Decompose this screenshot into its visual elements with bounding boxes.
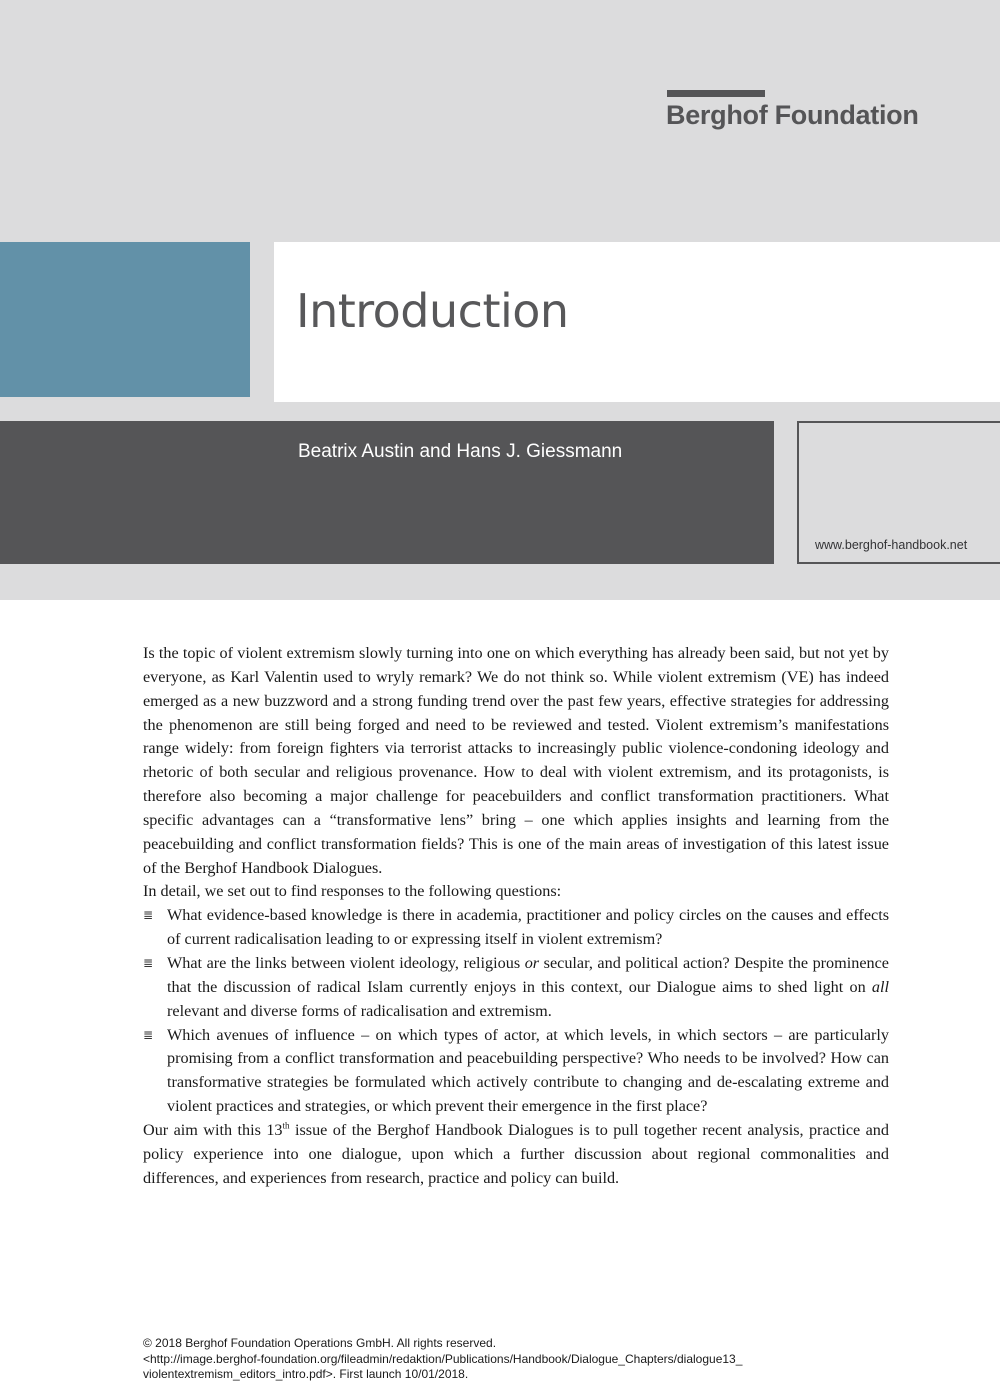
text-run: What are the links between violent ideology, religious bbox=[167, 953, 525, 972]
closing-paragraph bbox=[143, 1119, 889, 1191]
intro-paragraph: Is the topic of violent extremism slowly turning into one on which everything has already been said, but not yet by everyone, as Karl Valentin used to wryly remark? We do not think so. While violent extremism (VE) has indeed emerged as a new buzzword and a strong funding trend over the past few years, effective strategies for addressing the phenomenon are still being forged and need to be reviewed and tested. Violent extremism’s manifestations range widely: from foreign fighters via terrorist attacks to increasingly public violence-condoning ideology and rhetoric of both secular and religious provenance. How to deal with violent extremism, and its protagonists, is therefore also becoming a major challenge for peacebuilders and conflict transformation practitioners. What specific advantages can a “transformative lens” bring – one which applies insights and learning from the peacebuilding and conflict transformation fields? This is one of the main areas of investigation of this latest issue of the Berghof Handbook Dialogues. bbox=[143, 644, 889, 877]
emphasis: all bbox=[871, 977, 889, 996]
bullet-icon: ≣ bbox=[143, 1027, 154, 1042]
question-list bbox=[143, 904, 889, 1119]
text-run: issue of the Berghof Handbook Dialogues is to pull together recent analysis, practice and policy experience into one dialogue, upon which a further discussion about regional commonalities and differences, and experiences from research, practice and policy can build. bbox=[143, 1120, 889, 1187]
source-link-line1: <http://image.berghof-foundation.org/fileadmin/redaktion/Publications/Handbook/Dialogue_Chapters/dialogue13_ bbox=[143, 1351, 743, 1366]
list-item-text: Which avenues of influence – on which types of actor, at which levels, in which sectors – are particularly promising from a conflict transformation and peacebuilding perspective? Who needs to be involved? How can transformative strategies be formulated which actively contribute to changing and de-escalating extreme and violent practices and strategies, or which prevent their emergence in the first place? bbox=[167, 1025, 889, 1116]
list-item bbox=[143, 1024, 889, 1119]
main-text bbox=[143, 642, 889, 1190]
footer bbox=[143, 1336, 903, 1383]
superscript: th bbox=[282, 1120, 290, 1131]
text-run: relevant and diverse forms of radicalisation and extremism. bbox=[167, 1001, 552, 1020]
page-title: Introduction bbox=[296, 284, 569, 338]
list-item-text bbox=[167, 954, 889, 1020]
list-item bbox=[143, 904, 889, 952]
emphasis: or bbox=[524, 953, 540, 972]
copyright: © 2018 Berghof Foundation Operations GmbH. All rights reserved. bbox=[143, 1336, 497, 1350]
logo-bar bbox=[667, 90, 765, 97]
questions-intro: In detail, we set out to find responses to the following questions: bbox=[143, 882, 562, 901]
text-run: Our aim with this 13 bbox=[143, 1120, 283, 1139]
authors: Beatrix Austin and Hans J. Giessmann bbox=[298, 441, 623, 462]
website-url: www.berghof-handbook.net bbox=[815, 538, 968, 552]
list-item-text: What evidence-based knowledge is there in academia, practitioner and policy circles on the causes and effects of current radicalisation leading to or expressing itself in violent extremism? bbox=[167, 906, 889, 949]
accent-blue-block bbox=[0, 242, 250, 397]
bullet-icon: ≣ bbox=[143, 908, 154, 923]
text-run: secular, and political action? Despite the prominence that the discussion of radical Islam currently enjoys in this context, our Dialogue aims to shed light on bbox=[167, 953, 889, 996]
bullet-icon: ≣ bbox=[143, 955, 154, 970]
list-item bbox=[143, 952, 889, 1024]
source-link-line2: violentextremism_editors_intro.pdf>. First launch 10/01/2018. bbox=[143, 1367, 469, 1381]
logo-text: Berghof Foundation bbox=[666, 100, 919, 130]
